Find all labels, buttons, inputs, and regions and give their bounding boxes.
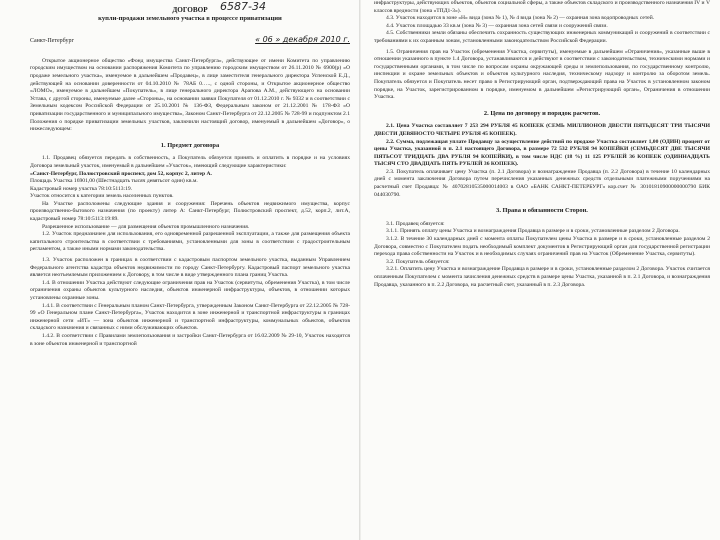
- category-line: Участок относится к категории земель населенных пунктов.: [30, 193, 174, 200]
- continuation-text: инфраструктуры, действующих объектов, объектов социальной сферы, а также объектов складского и производственного назначения IV и V классов вредности (зона «ТПД1-3»).: [374, 0, 710, 14]
- use-line: Разрешенное использование — для размещения объектов промышленного назначения.: [42, 223, 250, 230]
- section-1-title: 1. Предмет договора: [160, 141, 220, 149]
- clause-3-1-2: 3.1.2. В течение 30 календарных дней с момента оплаты Покупателем цены Участка в размере и в сроки, установленные разделом 2 Договора, совместно с Покупателем подать необходимый комплект документов в Регистрирующий орган для государственной регистрации перехода права собственности на Участок и в необходимых случаях ограничений прав на Участок (Обременение Участка, сервитуты).: [374, 236, 710, 258]
- section-3-title: 3. Права и обязанности Сторон.: [496, 207, 588, 215]
- clause-1-3: 1.3. Участок расположен в границах в соответствии с кадастровым паспортом земельного участка, выданным Управлением Федерального агентства кадастра объектов недвижимости по городу Санкт-Петербургу. Кадастровый паспорт земельного участка является неотъемлемым приложением к Договору, в том числе в виде утвержденного плана границ Участка.: [30, 257, 350, 279]
- contract-date: « 06 » декабря 2010 г.: [255, 35, 350, 45]
- clause-1-5: 1.5. Ограничения прав на Участок (обременения Участка, сервитуты), именуемые в дальнейшем «Ограничения», указанные выше в отношении указанного в пункте 1.4 Договора, устанавливаются и действуют в соответствии с законодательством, техническими нормами и государственными органами, в том числе по вопросам охраны окружающей среды и землепользования, по государственному контролю, инспекции и охране земельных объектов и объектов культурного наследия, техническому надзору и контролю за оборотом земель. Покупатель обязуется и Покупатель несет право в Регистрирующий орган, подтверждающий права на Участок в установленном законом порядке, на Участок, зарегистрированном в порядке, именуемом в дальнейшем «Регистрирующий орган», Ограничения в отношении Участка.: [374, 48, 710, 101]
- clause-2-3-payment: 2.3. Покупатель оплачивает цену Участка (п. 2.1 Договора) и вознаграждение Продавца (п. 2.2 Договора) в течение 10 календарных дней с момента заключения Договора путем перечисления указанных денежных средств отдельными платежными поручениями на расчетный счет Продавца: № 40702810535000014003 в ОАО «БАНК САНКТ-ПЕТЕРБУРГ» кор.счет № 30101810900000000790 БИК 044030790.: [374, 168, 710, 198]
- right-page: [360, 0, 720, 540]
- clause-3-1: 3.1. Продавец обязуется:: [386, 220, 445, 227]
- clause-3-1-1: 3.1.1. Принять оплату цены Участка и вознаграждения Продавца в размере и в сроки, установленные разделом 2 Договора.: [386, 228, 680, 235]
- contract-header: [30, 0, 350, 15]
- intro-paragraph: Открытое акционерное общество «Фонд имущества Санкт-Петербурга», действующее от имени Комитета по управлению городским имуществом на основании распоряжения Комитета по управлению городским имуществом от 26.11.2010 № 6900(р) «О продаже земельного участка», именуемое в дальнейшем «Продавец», в лице заместителя генерального директора Успенской Е.Д., действующей на основании доверенности от 04.10.2010 № 78АБ 0….., с одной стороны, и Открытое акционерное общество «ЛОМО», именуемое в дальнейшем «Покупатель», в лице генерального директора Арапова А.М., действующего на основании Устава, с другой стороны, именуемые далее «Стороны», на основании заявки Покупателя от 01.12.2010 г. № 9332 и в соответствии с Земельным кодексом Российской Федерации от 25.10.2001 № 136-ФЗ, Федеральным законом от 21.12.2001 № 178-ФЗ «О приватизации государственного и муниципального имущества», Законом Санкт-Петербурга от 22.12.2005 № 728-99 и подпунктом 2.1 Положения о порядке приватизации земельных участков, заключили настоящий договор, именуемый в дальнейшем «Договор», о нижеследующем:: [30, 57, 350, 133]
- contract-subtitle: купли-продажи земельного участка в процессе приватизации: [98, 14, 282, 22]
- handwritten-contract-number: 6587-34: [220, 0, 266, 13]
- clause-3-2: 3.2. Покупатель обязуется:: [386, 258, 450, 265]
- city: Санкт-Петербург: [30, 38, 74, 45]
- clause-1-1: 1.1. Продавец обязуется передать в собственность, а Покупатель обязуется принять и оплатить в порядке и на условиях Договора земельный участок, именуемый в дальнейшем «Участок», имеющий следующие характеристики:: [30, 155, 350, 169]
- address-line: «Санкт-Петербург, Полюстровский проспект, дом 52, корпус 2, литер А.: [30, 170, 212, 177]
- clause-4-4: 4.4. Участок площадью 33 кв.м (зона № 3) — охранная зона сетей связи и сооружений связи.: [386, 22, 608, 29]
- section-2-title: 2. Цена по договору и порядок расчетов.: [483, 109, 601, 117]
- clause-1-4: 1.4. В отношении Участка действуют следующие ограничения прав на Участок (сервитуты, обременения Участка), в том числе ограничения охраны объектов культурного наследия, объектов инженерной инфраструктуры, объектов, в отношении которых установлены охранные зоны.: [30, 279, 350, 301]
- clause-2-1-price: 2.1. Цена Участка составляет 7 253 294 РУБЛЯ 45 КОПЕЕК (СЕМЬ МИЛЛИОНОВ ДВЕСТИ ПЯТЬДЕСЯТ ТРИ ТЫСЯЧИ ДВЕСТИ ДЕВЯНОСТО ЧЕТЫРЕ РУБЛЯ 45 КОПЕЕК).: [374, 123, 710, 137]
- clause-3-2-1: 3.2.1. Оплатить цену Участка и вознаграждение Продавца в размере и в сроки, установленные разделом 2 Договора. Участок считается оплаченным Покупателем с момента зачисления денежных средств в размере цены Участка, указанной в п. 2.1 Договора, и вознаграждения Продавца, указанного в п. 2.2 Договора, на расчетный счет, указанный в п. 2.3 Договора.: [374, 266, 710, 288]
- area-line: Площадь Участка 16901,00 (Шестнадцать тысяч девятьсот один) кв.м.: [30, 178, 198, 185]
- city-date-line: [30, 36, 350, 46]
- clause-1-2: 1.2. Участок предназначен для использования, его одновременной разрешенной эксплуатации, а также для размещения объекта капитального строительства в соответствии с требованиями, установленными для зоны в соответствии с градостроительным регламентом, а также иными нормами законодательства.: [30, 231, 350, 253]
- clause-2-2-fee: 2.2. Сумма, подлежащая уплате Продавцу за осуществление действий по продаже Участка составляет 1,00 (ОДИН) процент от цены Участка, указанной в п. 2.1 настоящего Договора, в размере 72 532 РУБЛЯ 94 КОПЕЙКИ (СЕМЬДЕСЯТ ДВЕ ТЫСЯЧИ ПЯТЬСОТ ТРИДЦАТЬ ДВА РУБЛЯ 94 КОПЕЙКИ), в том числе НДС (18 %) 11 125 РУБЛЕЙ 36 КОПЕЕК (ОДИННАДЦАТЬ ТЫСЯЧ СТО ДВАДЦАТЬ ПЯТЬ РУБЛЕЙ 36 КОПЕЕК).: [374, 138, 710, 168]
- clause-1-4-2: 1.4.2. В соответствии с Правилами землепользования и застройки Санкт-Петербурга от 16.02.2009 № 29-10, Участок находится в зоне объектов инженерной и транспортной: [30, 332, 350, 347]
- clause-4-5: 4.5. Собственники земли обязаны обеспечить сохранность существующих инженерных коммуникаций и сооружений в соответствии с требованиями к их охранным зонам, установленными законодательством Российской Федерации.: [374, 30, 710, 44]
- cadastral-line: Кадастровый номер участка 78:10:5113:19.: [30, 185, 133, 192]
- contract-title: ДОГОВОР: [172, 6, 208, 14]
- clause-1-4-1: 1.4.1. В соответствии с Генеральным планом Санкт-Петербурга, утвержденным Законом Санкт-Петербурга от 22.12.2005 № 728-99 «О Генеральном плане Санкт-Петербурга», Участок находится в зоне инженерной и транспортной инфраструктуры в границах инженерной сети «ИТ» — зона объектов инженерной и транспортной инфраструктуры, коммунальных объектов, объектов складского назначения и связанных с ними обслуживающих объектов.: [30, 302, 350, 332]
- clause-4-3: 4.3. Участок находится в зоне «Н» вида (зона № 1), № 4 вида (зона № 2) — охранная зона водопроводных сетей.: [386, 15, 655, 22]
- building-line: На Участке расположены следующие здания и сооружения: Перечень объектов недвижимого имущества, корпус производственно-бытового назначения (по проекту) литер А: Санкт-Петербург, Полюстровский проспект, д.52, корп.2, лит.А, кадастровый номер 78:10:5113:19:89.: [30, 200, 350, 223]
